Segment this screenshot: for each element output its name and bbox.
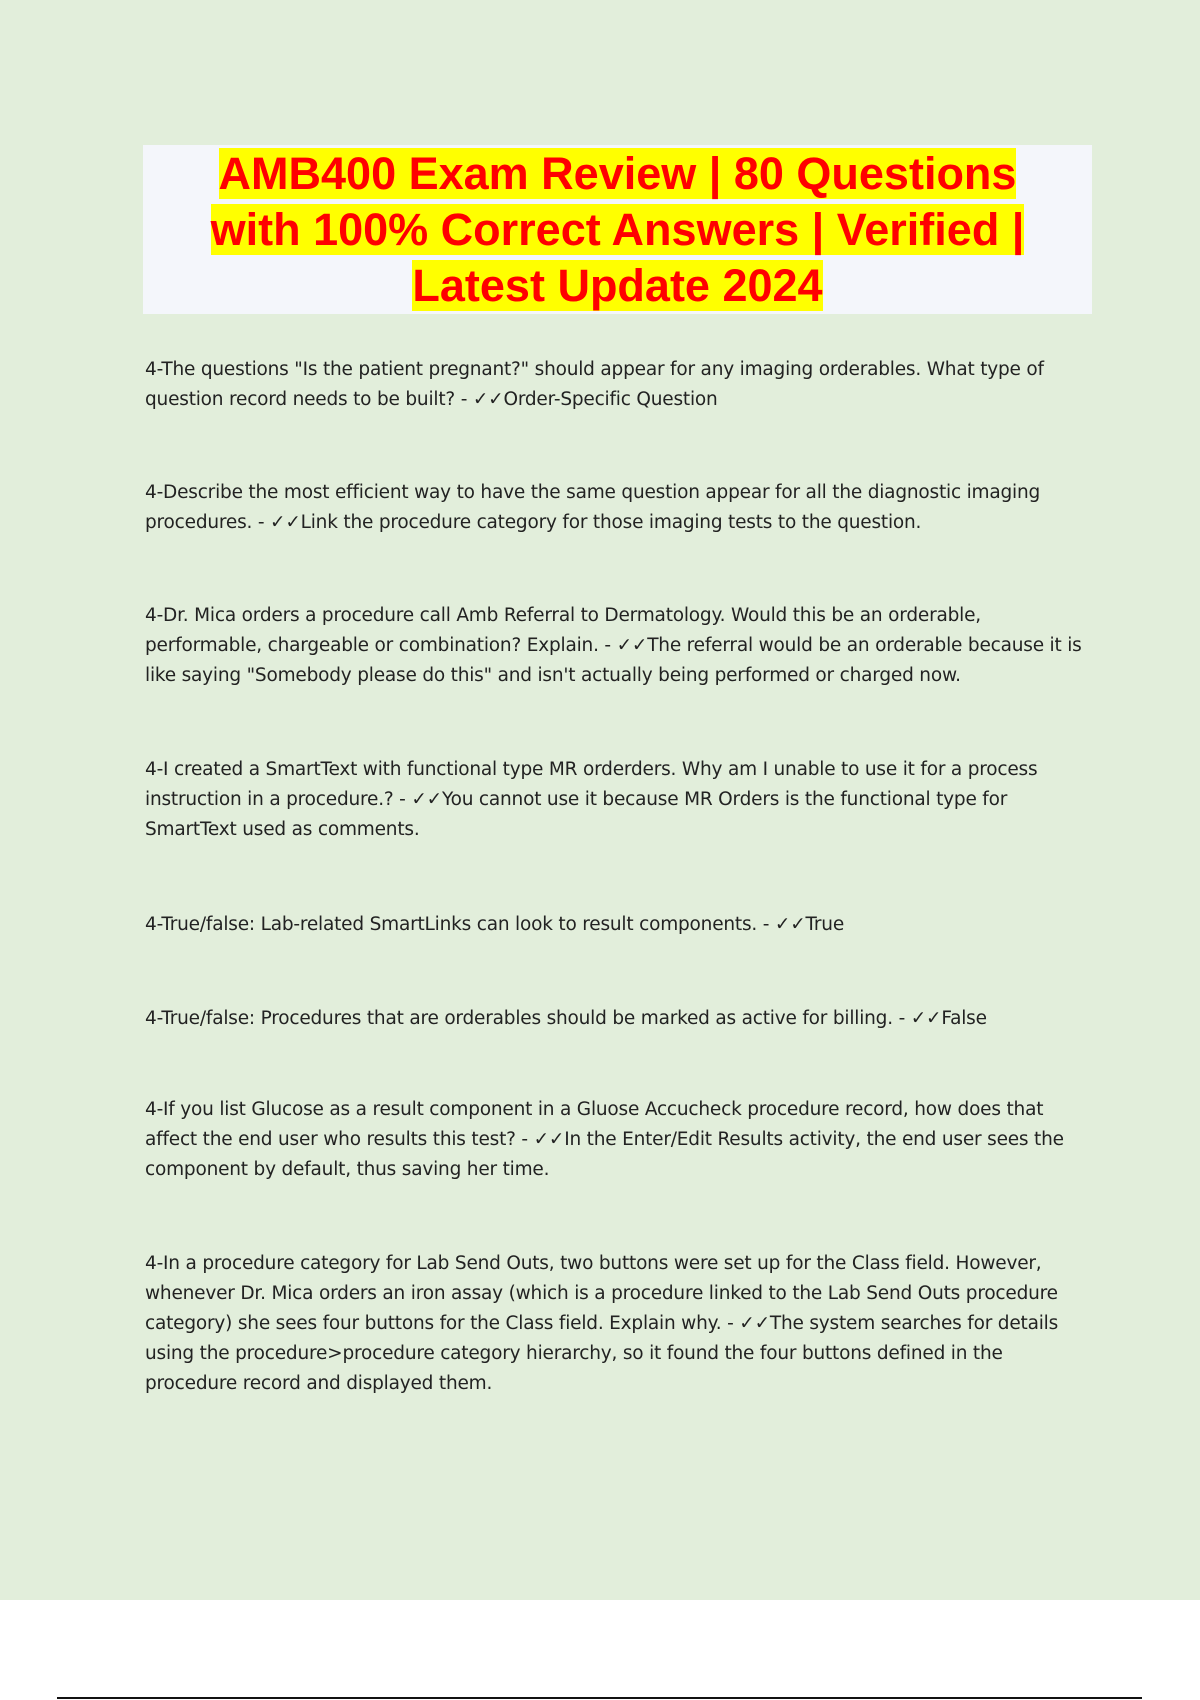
footer-divider [57, 1697, 1142, 1699]
qa-item-3: 4-Dr. Mica orders a procedure call Amb Referral to Dermatology. Would this be an orderable, performable, chargeable or combination? Explain. - ✓✓The referral would be an orderable because it is like saying "Somebody please do this" and isn't actually being performed or charged now. [145, 605, 1082, 686]
qa-item-4: 4-I created a SmartText with functional type MR orderders. Why am I unable to use it for a process instruction in a procedure.? - ✓✓You cannot use it because MR Orders is the functional type for SmartText used as comments. [145, 759, 1038, 840]
qa-item-6: 4-True/false: Procedures that are orderables should be marked as active for billing. - ✓✓False [145, 1008, 987, 1029]
qa-item-5: 4-True/false: Lab-related SmartLinks can look to result components. - ✓✓True [145, 914, 845, 935]
qa-item-7: 4-If you list Glucose as a result component in a Gluose Accucheck procedure record, how does that affect the end user who results this test? - ✓✓In the Enter/Edit Results activity, the end user sees the component by default, thus saving her time. [145, 1099, 1064, 1180]
title-banner [143, 145, 1092, 314]
document-title: AMB400 Exam Review | 80 Questions with 100% Correct Answers | Verified | Latest Update 2024 [210, 147, 1025, 311]
qa-item-2: 4-Describe the most efficient way to have the same question appear for all the diagnostic imaging procedures. - ✓✓Link the procedure category for those imaging tests to the question. [145, 482, 1041, 533]
qa-item-8: 4-In a procedure category for Lab Send Outs, two buttons were set up for the Class field. However, whenever Dr. Mica orders an iron assay (which is a procedure linked to the Lab Send Outs procedure category) she sees four buttons for the Class field. Explain why. - ✓✓The system searches for details using the procedure>procedure category hierarchy, so it found the four buttons defined in the procedure record and displayed them. [145, 1253, 1059, 1394]
qa-item-1: 4-The questions "Is the patient pregnant?" should appear for any imaging orderables. What type of question record needs to be built? - ✓✓Order-Specific Question [145, 359, 1044, 410]
